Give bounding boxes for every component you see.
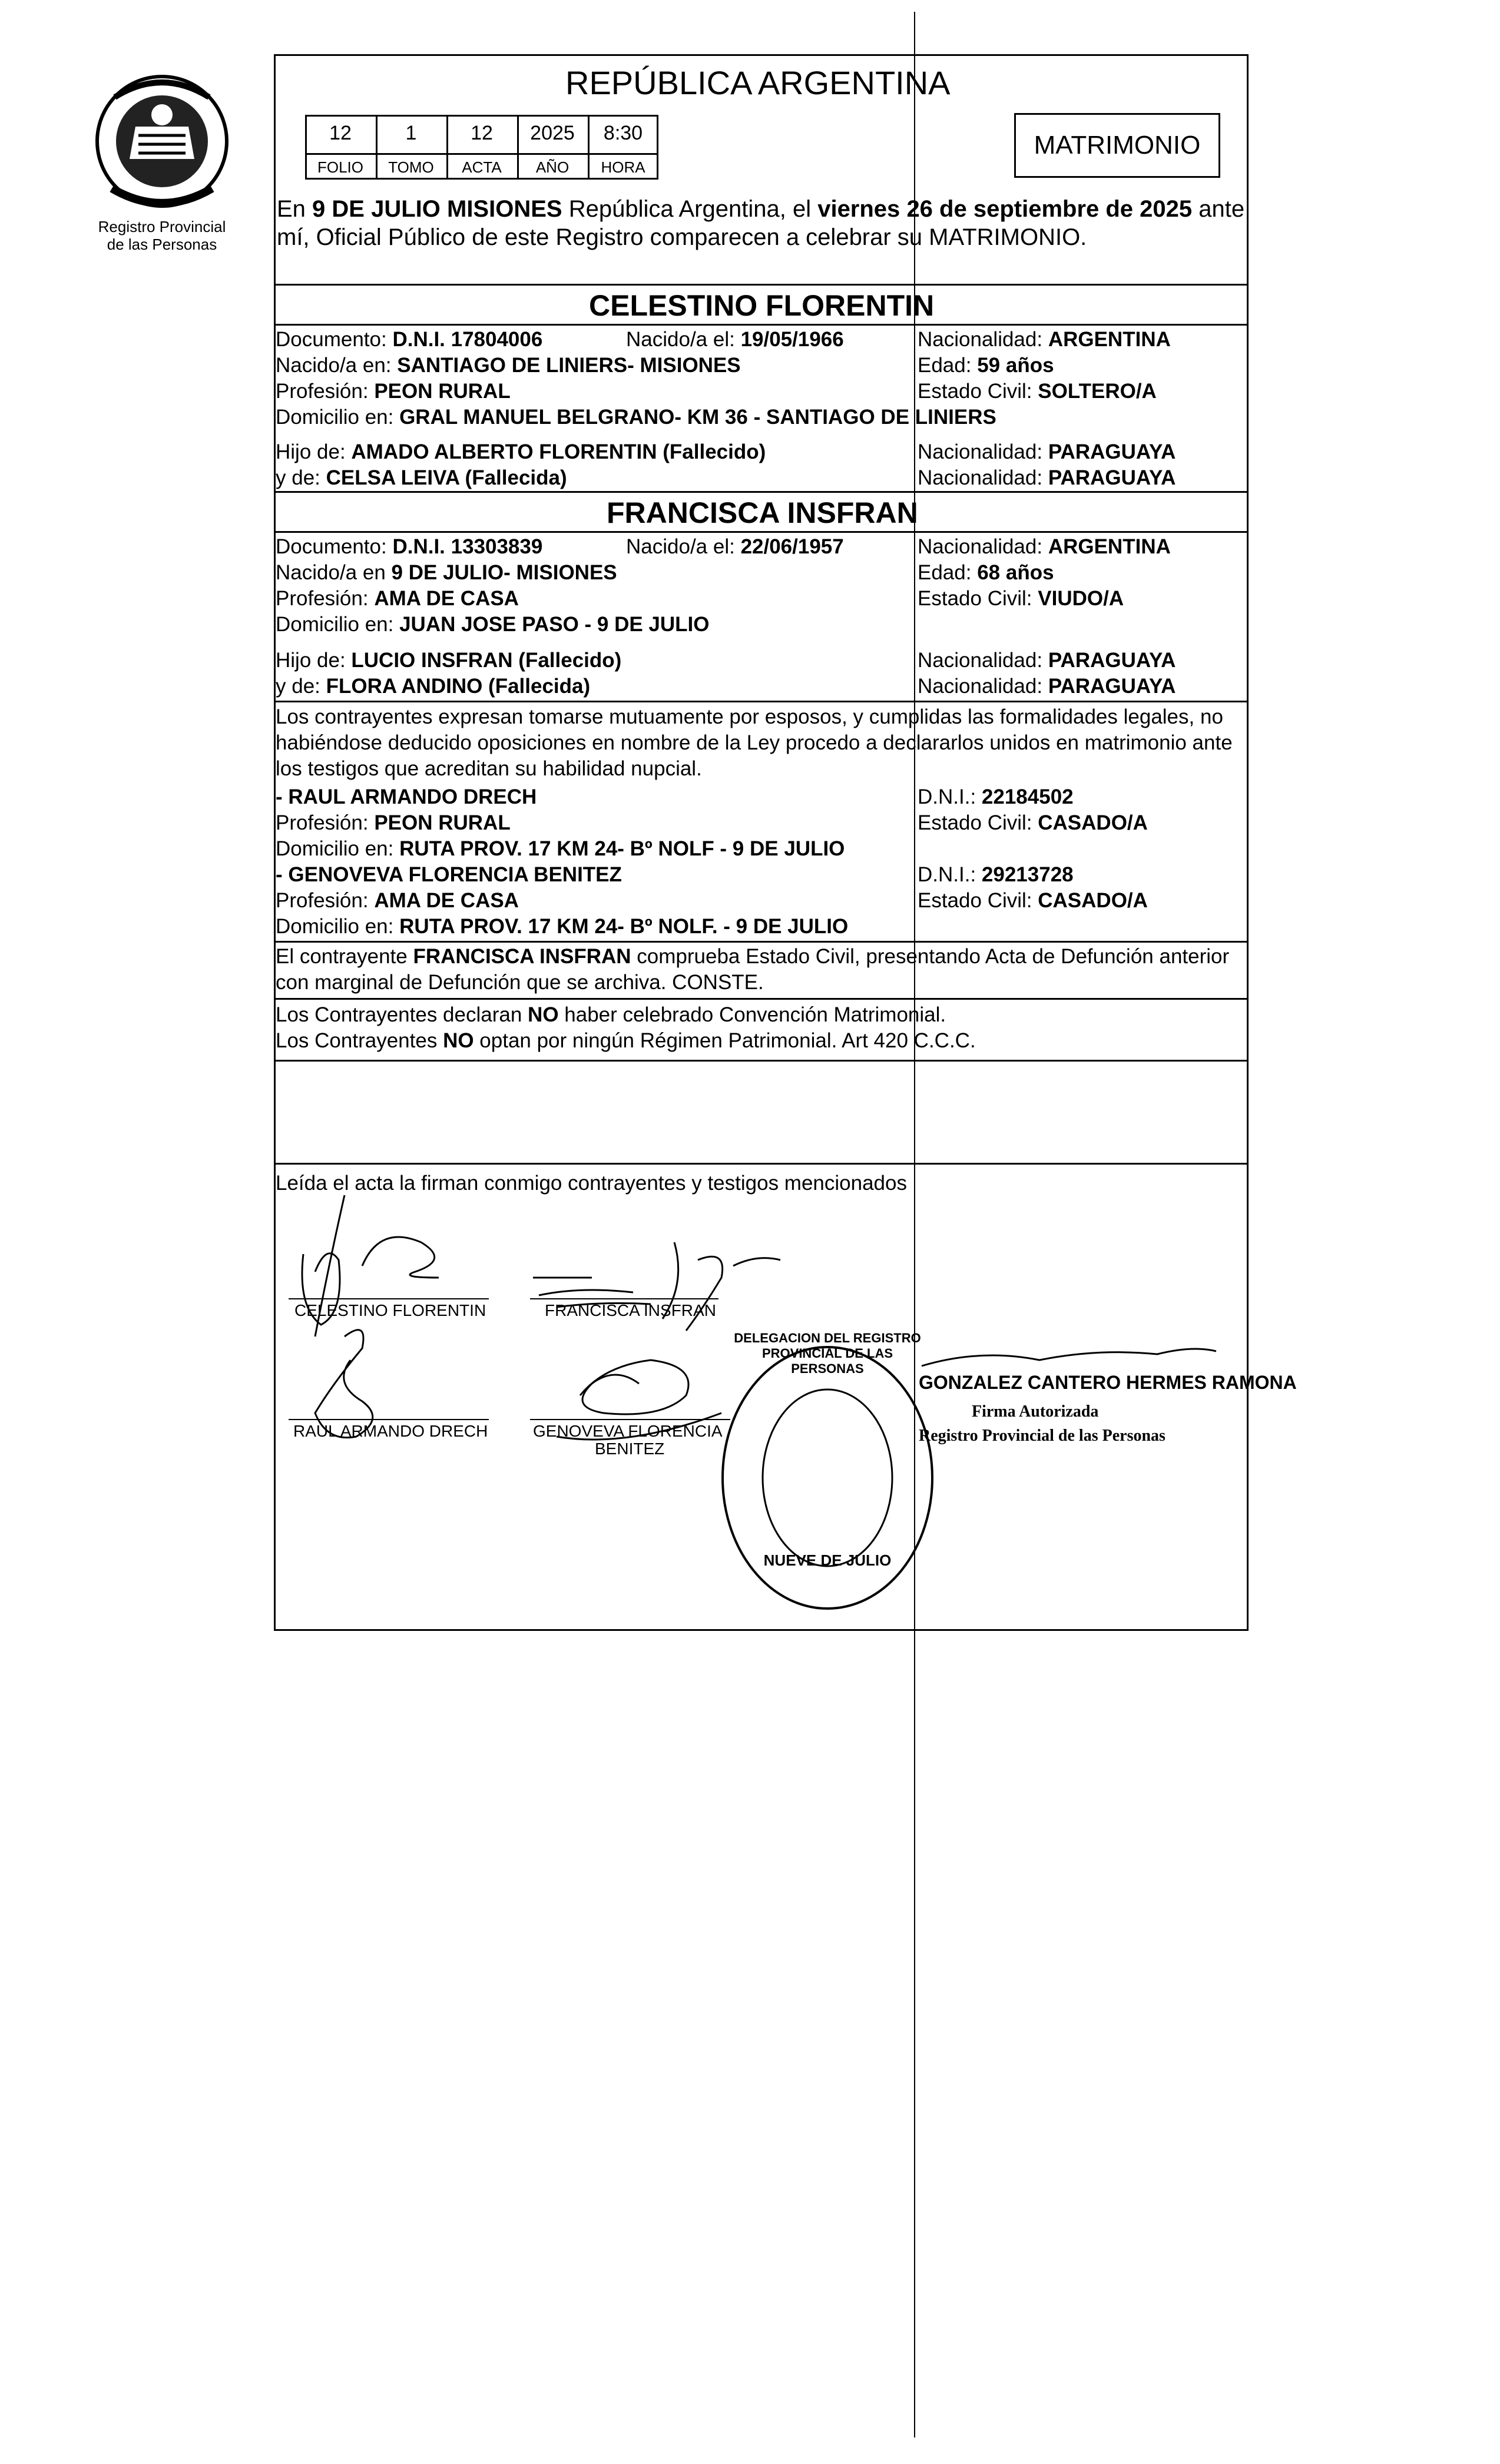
groom-name: CELESTINO FLORENTIN bbox=[589, 289, 935, 322]
signature-raul: RAUL ARMANDO DRECH bbox=[293, 1422, 488, 1440]
groom-born: Nacido/a el: 19/05/1966 bbox=[626, 328, 844, 351]
groom-father: Hijo de: AMADO ALBERTO FLORENTIN (Fallecido) bbox=[276, 440, 766, 463]
tomo-value: 1 bbox=[405, 122, 417, 144]
declaration-line-2: habiéndose deducido oposiciones en nombre de la Ley procedo a declararlos unidos en matrimonio ante bbox=[276, 731, 1233, 754]
year-label: AÑO bbox=[535, 158, 569, 176]
witness-1-dni: D.N.I.: 22184502 bbox=[918, 785, 1074, 808]
witness-2-civil: Estado Civil: CASADO/A bbox=[918, 889, 1148, 912]
bride-father: Hijo de: LUCIO INSFRAN (Fallecido) bbox=[276, 649, 622, 672]
logo-caption: Registro Provincial de las Personas bbox=[98, 218, 226, 253]
hour-value: 8:30 bbox=[603, 122, 643, 144]
intro-line-1: En 9 DE JULIO MISIONES República Argentina, el viernes 26 de septiembre de 2025 ante bbox=[277, 196, 1245, 222]
witness-1-addr: Domicilio en: RUTA PROV. 17 KM 24- Bº NOLF - 9 DE JULIO bbox=[276, 837, 845, 860]
year-value: 2025 bbox=[530, 122, 575, 144]
witness-2-name: - GENOVEVA FLORENCIA BENITEZ bbox=[276, 863, 622, 886]
bride-mother-nat: Nacionalidad: PARAGUAYA bbox=[918, 675, 1176, 698]
signature-francisca: FRANCISCA INSFRAN bbox=[545, 1301, 716, 1319]
signature-genoveva-2: BENITEZ bbox=[595, 1440, 665, 1458]
officer-registry: Registro Provincial de las Personas bbox=[919, 1427, 1165, 1445]
stamp-inner: NUEVE DE JULIO bbox=[763, 1551, 892, 1569]
witness-2-addr: Domicilio en: RUTA PROV. 17 KM 24- Bº NOLF. - 9 DE JULIO bbox=[276, 915, 849, 938]
convention-line-2: Los Contrayentes NO optan por ningún Régimen Patrimonial. Art 420 C.C.C. bbox=[276, 1029, 976, 1052]
witness-2-dni: D.N.I.: 29213728 bbox=[918, 863, 1074, 886]
declaration-line-3: los testigos que acreditan su habilidad nupcial. bbox=[276, 757, 702, 780]
convention-line-1: Los Contrayentes declaran NO haber celebrado Convención Matrimonial. bbox=[276, 1003, 946, 1026]
groom-doc: Documento: D.N.I. 17804006 bbox=[276, 328, 543, 351]
declaration-line-1: Los contrayentes expresan tomarse mutuamente por esposos, y cumplidas las formalidades legales, no bbox=[276, 705, 1223, 728]
groom-addr: Domicilio en: GRAL MANUEL BELGRANO- KM 36 - SANTIAGO DE LINIERS bbox=[276, 406, 996, 429]
witness-2-prof: Profesión: AMA DE CASA bbox=[276, 889, 519, 912]
folio-label: FOLIO bbox=[317, 158, 363, 176]
acta-label: ACTA bbox=[462, 158, 502, 176]
groom-father-nat: Nacionalidad: PARAGUAYA bbox=[918, 440, 1176, 463]
civil-note-line-1: El contrayente FRANCISCA INSFRAN comprueba Estado Civil, presentando Acta de Defunción anterior bbox=[276, 945, 1230, 968]
witness-1-name: - RAUL ARMANDO DRECH bbox=[276, 785, 537, 808]
bride-age: Edad: 68 años bbox=[918, 561, 1054, 584]
signature-celestino: CELESTINO FLORENTIN bbox=[294, 1301, 486, 1319]
signature-genoveva-1: GENOVEVA FLORENCIA bbox=[533, 1422, 723, 1440]
country-title: REPÚBLICA ARGENTINA bbox=[565, 64, 951, 101]
registry-stamp bbox=[716, 1331, 939, 1616]
bride-addr: Domicilio en: JUAN JOSE PASO - 9 DE JULIO bbox=[276, 613, 710, 636]
officer-name: GONZALEZ CANTERO HERMES RAMONA bbox=[919, 1372, 1297, 1393]
witness-1-civil: Estado Civil: CASADO/A bbox=[918, 811, 1148, 834]
tomo-label: TOMO bbox=[388, 158, 434, 176]
stamp-text: DELEGACION DEL REGISTRO PROVINCIAL DE LAS PERSONAS bbox=[734, 1331, 921, 1376]
bride-birthplace: Nacido/a en 9 DE JULIO- MISIONES bbox=[276, 561, 617, 584]
groom-birthplace: Nacido/a en: SANTIAGO DE LINIERS- MISIONES bbox=[276, 354, 741, 377]
bride-born: Nacido/a el: 22/06/1957 bbox=[626, 535, 844, 558]
bride-nat: Nacionalidad: ARGENTINA bbox=[918, 535, 1171, 558]
bride-prof: Profesión: AMA DE CASA bbox=[276, 587, 519, 610]
act-type: MATRIMONIO bbox=[1034, 131, 1201, 160]
acta-value: 12 bbox=[471, 122, 493, 144]
groom-age: Edad: 59 años bbox=[918, 354, 1054, 377]
officer-title: Firma Autorizada bbox=[972, 1402, 1099, 1421]
bride-mother: y de: FLORA ANDINO (Fallecida) bbox=[276, 675, 591, 698]
groom-civil: Estado Civil: SOLTERO/A bbox=[918, 380, 1157, 403]
groom-prof: Profesión: PEON RURAL bbox=[276, 380, 511, 403]
registry-logo bbox=[88, 71, 236, 259]
intro-line-2: mí, Oficial Público de este Registro comparecen a celebrar su MATRIMONIO. bbox=[277, 224, 1087, 250]
bride-father-nat: Nacionalidad: PARAGUAYA bbox=[918, 649, 1176, 672]
groom-nat: Nacionalidad: ARGENTINA bbox=[918, 328, 1171, 351]
bride-name: FRANCISCA INSFRAN bbox=[607, 496, 918, 529]
signatures-intro: Leída el acta la firman conmigo contrayentes y testigos mencionados bbox=[276, 1172, 907, 1195]
bride-doc: Documento: D.N.I. 13303839 bbox=[276, 535, 543, 558]
hour-label: HORA bbox=[601, 158, 645, 176]
folio-value: 12 bbox=[329, 122, 352, 144]
groom-mother-nat: Nacionalidad: PARAGUAYA bbox=[918, 466, 1176, 489]
groom-mother: y de: CELSA LEIVA (Fallecida) bbox=[276, 466, 567, 489]
civil-note-line-2: con marginal de Defunción que se archiva. CONSTE. bbox=[276, 971, 764, 994]
bride-civil: Estado Civil: VIUDO/A bbox=[918, 587, 1124, 610]
provincial-shield-icon bbox=[88, 71, 236, 212]
witness-1-prof: Profesión: PEON RURAL bbox=[276, 811, 511, 834]
